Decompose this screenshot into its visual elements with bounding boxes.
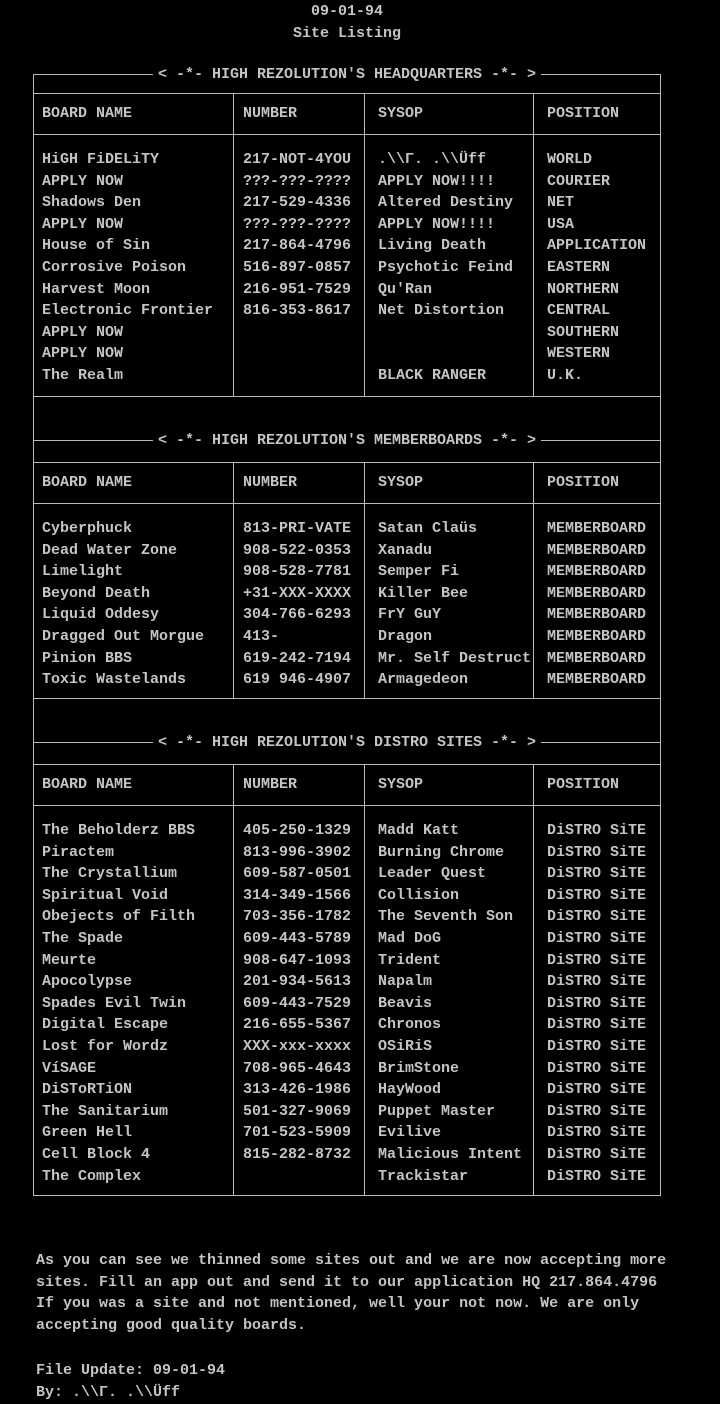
- cell-board-name: The Crystallium: [42, 865, 178, 883]
- cell-number: 701-523-5909: [243, 1124, 352, 1142]
- cell-number: [233, 1166, 364, 1188]
- cell-position: DiSTRO SiTE: [547, 1081, 647, 1099]
- column-header-sysop: SYSOP: [378, 105, 424, 123]
- listing-box: [33, 66, 661, 1196]
- table-row: [34, 214, 660, 236]
- cell-sysop: Mad DoG: [378, 929, 442, 947]
- cell-sysop: HayWood: [378, 1081, 442, 1099]
- table-body-memberboards: [34, 504, 660, 699]
- cell-board-name: The Spade: [42, 929, 124, 947]
- cell-position: COURIER: [547, 172, 611, 190]
- cell-number: 217-NOT-4YOU: [243, 151, 352, 168]
- cell-position: MEMBERBOARD: [547, 627, 647, 645]
- table-row: [34, 1122, 660, 1144]
- table-row: [34, 1058, 660, 1080]
- cell-board-name: Piractem: [42, 843, 115, 861]
- column-header-number: NUMBER: [243, 776, 298, 794]
- cell-sysop: Evilive: [378, 1124, 442, 1142]
- cell-sysop: Xanadu: [378, 541, 433, 559]
- cell-board-name: VíSAGE: [42, 1059, 97, 1077]
- section-title-row-memberboards: [34, 432, 660, 450]
- section-title-row-headquarters: [34, 66, 660, 84]
- column-header-board-name: BOARD NAME: [42, 105, 133, 123]
- cell-board-name: Dead Water Zone: [42, 541, 178, 559]
- column-divider: [364, 135, 365, 396]
- section-title-row-distro-sites: [34, 734, 660, 752]
- cell-board-name: Liquid Oddesy: [42, 606, 160, 624]
- cell-position: MEMBERBOARD: [547, 584, 647, 602]
- cell-board-name: Lost for Wordz: [42, 1037, 169, 1055]
- file-date: 09-01-94: [310, 3, 383, 20]
- table-row: [34, 279, 660, 301]
- cell-position: DiSTRO SiTE: [547, 908, 647, 926]
- table-row: [34, 971, 660, 993]
- cell-board-name: The Sanitarium: [42, 1102, 169, 1120]
- cell-sysop: Armagedeon: [378, 671, 469, 689]
- cell-sysop: Qu'Ran: [378, 280, 433, 298]
- cell-number: 217-864-4796: [243, 237, 352, 255]
- table-row: [34, 235, 660, 257]
- cell-board-name: Obejects of Filth: [42, 908, 196, 926]
- cell-board-name: Harvest Moon: [42, 280, 151, 298]
- table-row: [34, 540, 660, 562]
- cell-board-name: Spiritual Void: [42, 886, 169, 904]
- cell-number: 516-897-0857: [243, 258, 352, 276]
- table-row: [34, 993, 660, 1015]
- cell-number: 813-996-3902: [243, 843, 352, 861]
- cell-board-name: APPLY NOW: [42, 172, 124, 190]
- cell-position: MEMBERBOARD: [547, 541, 647, 559]
- author-line: By: .\\Γ. .\\Üff: [36, 1383, 181, 1401]
- cell-number: XXX-xxx-xxxx: [243, 1037, 352, 1055]
- cell-sysop: Beavis: [378, 994, 433, 1012]
- table-row: [34, 322, 660, 344]
- cell-sysop: Madd Katt: [378, 822, 460, 839]
- table-row: [34, 842, 660, 864]
- cell-number: 405-250-1329: [243, 822, 352, 839]
- cell-board-name: Electronic Frontier: [42, 302, 214, 320]
- cell-position: DiSTRO SiTE: [547, 929, 647, 947]
- cell-sysop: [364, 322, 533, 344]
- cell-position: U.K.: [547, 366, 584, 384]
- cell-board-name: HiGH FiDELiTY: [42, 151, 160, 168]
- column-header-sysop: SYSOP: [378, 474, 424, 492]
- cell-position: MEMBERBOARD: [547, 649, 647, 667]
- cell-position: CENTRAL: [547, 302, 611, 320]
- cell-number: 908-522-0353: [243, 541, 352, 559]
- table-row: [34, 885, 660, 907]
- table-row: [34, 1144, 660, 1166]
- cell-position: NET: [547, 194, 575, 212]
- footer-meta: [36, 1360, 225, 1403]
- cell-sysop: APPLY NOW!!!!: [378, 172, 496, 190]
- cell-number: ???-???-????: [243, 215, 352, 233]
- footer-note-line: accepting good quality boards.: [36, 1316, 307, 1334]
- cell-sysop: OSiRiS: [378, 1037, 433, 1055]
- cell-position: WORLD: [547, 151, 593, 168]
- table-row: [34, 518, 660, 540]
- table-row: [34, 149, 660, 171]
- column-divider: [364, 463, 365, 503]
- table-row: [34, 192, 660, 214]
- table-row: [34, 604, 660, 626]
- column-header-number: NUMBER: [243, 474, 298, 492]
- cell-position: DiSTRO SiTE: [547, 1016, 647, 1034]
- cell-position: DiSTRO SiTE: [547, 1102, 647, 1120]
- cell-position: DiSTRO SiTE: [547, 1145, 647, 1163]
- cell-board-name: Spades Evil Twin: [42, 994, 187, 1012]
- cell-board-name: Corrosive Poison: [42, 258, 187, 276]
- cell-sysop: BLACK RANGER: [378, 366, 487, 384]
- footer-note: [36, 1250, 696, 1336]
- cell-position: DiSTRO SiTE: [547, 951, 647, 969]
- section-title-memberboards: < -*- HIGH REZOLUTION'S MEMBERBOARDS -*- >: [153, 430, 541, 452]
- column-divider: [364, 504, 365, 698]
- file-update-line: File Update: 09-01-94: [36, 1362, 226, 1379]
- table-row: [34, 1036, 660, 1058]
- column-divider: [364, 94, 365, 134]
- footer-note-line: As you can see we thinned some sites out and we are now accepting more: [36, 1252, 667, 1269]
- cell-number: 815-282-8732: [243, 1145, 352, 1163]
- cell-sysop: Collision: [378, 886, 460, 904]
- cell-number: [233, 365, 364, 387]
- column-header-position: POSITION: [547, 776, 620, 794]
- column-divider: [533, 94, 534, 134]
- cell-number: 217-529-4336: [243, 194, 352, 212]
- cell-number: 609-587-0501: [243, 865, 352, 883]
- cell-sysop: [364, 343, 533, 365]
- table-row: [34, 583, 660, 605]
- cell-board-name: DiSToRTiON: [42, 1081, 133, 1099]
- column-header-board-name: BOARD NAME: [42, 474, 133, 492]
- column-divider: [233, 135, 234, 396]
- column-header-row-headquarters: [34, 93, 660, 135]
- table-row: [34, 906, 660, 928]
- cell-number: 619 946-4907: [243, 671, 352, 689]
- cell-number: 609-443-5789: [243, 929, 352, 947]
- cell-sysop: APPLY NOW!!!!: [378, 215, 496, 233]
- table-body-headquarters: [34, 135, 660, 397]
- page-title: Site Listing: [292, 24, 402, 42]
- cell-sysop: Malicious Intent: [378, 1145, 523, 1163]
- cell-position: MEMBERBOARD: [547, 520, 647, 537]
- cell-number: 314-349-1566: [243, 886, 352, 904]
- cell-board-name: Digital Escape: [42, 1016, 169, 1034]
- column-header-position: POSITION: [547, 474, 620, 492]
- cell-sysop: Dragon: [378, 627, 433, 645]
- cell-number: ???-???-????: [243, 172, 352, 190]
- table-row: [34, 928, 660, 950]
- cell-number: 908-647-1093: [243, 951, 352, 969]
- cell-position: DiSTRO SiTE: [547, 973, 647, 991]
- cell-position: DiSTRO SiTE: [547, 994, 647, 1012]
- cell-board-name: APPLY NOW: [42, 323, 124, 341]
- column-header-row-memberboards: [34, 462, 660, 504]
- cell-sysop: Mr. Self Destruct: [378, 649, 532, 667]
- cell-sysop: Psychotic Feind: [378, 258, 514, 276]
- cell-board-name: Dragged Out Morgue: [42, 627, 205, 645]
- cell-position: USA: [547, 215, 575, 233]
- footer-note-line: If you was a site and not mentioned, well your not now. We are only: [36, 1295, 640, 1313]
- cell-board-name: APPLY NOW: [42, 345, 124, 363]
- cell-board-name: Cell Block 4: [42, 1145, 151, 1163]
- cell-sysop: Leader Quest: [378, 865, 487, 883]
- cell-sysop: Puppet Master: [378, 1102, 496, 1120]
- table-row: [34, 257, 660, 279]
- column-divider: [364, 765, 365, 805]
- cell-sysop: BrimStone: [378, 1059, 460, 1077]
- cell-number: [233, 343, 364, 365]
- cell-position: APPLICATION: [547, 237, 647, 255]
- column-divider: [533, 806, 534, 1195]
- cell-sysop: The Seventh Son: [378, 908, 514, 926]
- cell-number: [233, 322, 364, 344]
- cell-board-name: Green Hell: [42, 1124, 133, 1142]
- cell-position: DiSTRO SiTE: [547, 886, 647, 904]
- cell-board-name: The Realm: [42, 366, 124, 384]
- cell-number: 216-655-5367: [243, 1016, 352, 1034]
- cell-number: 201-934-5613: [243, 973, 352, 991]
- table-row: [34, 300, 660, 322]
- table-row: [34, 365, 660, 387]
- cell-number: 313-426-1986: [243, 1081, 352, 1099]
- section-title-headquarters: < -*- HIGH REZOLUTION'S HEADQUARTERS -*- >: [153, 64, 541, 86]
- table-row: [34, 1101, 660, 1123]
- cell-board-name: Meurte: [42, 951, 97, 969]
- column-divider: [233, 504, 234, 698]
- cell-board-name: APPLY NOW: [42, 215, 124, 233]
- cell-position: DiSTRO SiTE: [547, 822, 647, 839]
- cell-number: 908-528-7781: [243, 563, 352, 581]
- cell-number: 813-PRI-VATE: [243, 520, 352, 537]
- cell-board-name: House of Sin: [42, 237, 151, 255]
- cell-number: 304-766-6293: [243, 606, 352, 624]
- cell-sysop: FrY GuY: [378, 606, 442, 624]
- cell-number: +31-XXX-XXXX: [243, 584, 352, 602]
- cell-position: DiSTRO SiTE: [547, 1124, 647, 1142]
- cell-sysop: Living Death: [378, 237, 487, 255]
- cell-board-name: The Complex: [42, 1167, 142, 1185]
- cell-sysop: Trackistar: [378, 1167, 469, 1185]
- section-title-distro-sites: < -*- HIGH REZOLUTION'S DISTRO SITES -*- >: [153, 732, 541, 754]
- column-header-row-distro-sites: [34, 764, 660, 806]
- top-header: [33, 1, 661, 44]
- column-divider: [533, 765, 534, 805]
- column-divider: [364, 806, 365, 1195]
- cell-position: DiSTRO SiTE: [547, 1059, 647, 1077]
- table-row: [34, 1014, 660, 1036]
- cell-position: EASTERN: [547, 258, 611, 276]
- cell-board-name: Shadows Den: [42, 194, 142, 212]
- cell-sysop: Killer Bee: [378, 584, 469, 602]
- table-row: [34, 669, 660, 691]
- cell-number: 703-356-1782: [243, 908, 352, 926]
- cell-position: SOUTHERN: [547, 323, 620, 341]
- column-divider: [233, 806, 234, 1195]
- table-row: [34, 561, 660, 583]
- cell-sysop: Satan Claüs: [378, 520, 478, 537]
- cell-sysop: Chronos: [378, 1016, 442, 1034]
- column-divider: [533, 135, 534, 396]
- cell-sysop: Burning Chrome: [378, 843, 505, 861]
- cell-board-name: Toxic Wastelands: [42, 671, 187, 689]
- cell-sysop: Napalm: [378, 973, 433, 991]
- cell-sysop: Altered Destiny: [378, 194, 514, 212]
- cell-position: NORTHERN: [547, 280, 620, 298]
- cell-sysop: Net Distortion: [378, 302, 505, 320]
- table-row: [34, 863, 660, 885]
- cell-number: 413-: [243, 627, 280, 645]
- cell-position: MEMBERBOARD: [547, 563, 647, 581]
- table-row: [34, 1166, 660, 1188]
- cell-number: 501-327-9069: [243, 1102, 352, 1120]
- cell-board-name: Pinion BBS: [42, 649, 133, 667]
- cell-position: DiSTRO SiTE: [547, 865, 647, 883]
- column-divider: [533, 463, 534, 503]
- cell-number: 619-242-7194: [243, 649, 352, 667]
- footer-note-line: sites. Fill an app out and send it to our application HQ 217.864.4796: [36, 1273, 658, 1291]
- table-body-distro-sites: [34, 806, 660, 1195]
- cell-sysop: Semper Fi: [378, 563, 460, 581]
- column-divider: [233, 463, 234, 503]
- cell-position: DiSTRO SiTE: [547, 843, 647, 861]
- table-row: [34, 171, 660, 193]
- column-header-position: POSITION: [547, 105, 620, 123]
- table-row: [34, 950, 660, 972]
- table-row: [34, 1079, 660, 1101]
- cell-board-name: Beyond Death: [42, 584, 151, 602]
- cell-number: 216-951-7529: [243, 280, 352, 298]
- cell-position: DiSTRO SiTE: [547, 1037, 647, 1055]
- column-header-board-name: BOARD NAME: [42, 776, 133, 794]
- cell-position: WESTERN: [547, 345, 611, 363]
- cell-board-name: The Beholderz BBS: [42, 822, 196, 839]
- column-divider: [233, 94, 234, 134]
- column-header-sysop: SYSOP: [378, 776, 424, 794]
- column-divider: [233, 765, 234, 805]
- cell-number: 816-353-8617: [243, 302, 352, 320]
- column-divider: [533, 504, 534, 698]
- cell-number: 609-443-7529: [243, 994, 352, 1012]
- cell-sysop: .\\Γ. .\\Üff: [378, 151, 487, 168]
- table-row: [34, 820, 660, 842]
- cell-position: DiSTRO SiTE: [547, 1167, 647, 1185]
- table-row: [34, 343, 660, 365]
- table-row: [34, 648, 660, 670]
- cell-board-name: Cyberphuck: [42, 520, 133, 537]
- cell-board-name: Limelight: [42, 563, 124, 581]
- cell-number: 708-965-4643: [243, 1059, 352, 1077]
- table-row: [34, 626, 660, 648]
- column-header-number: NUMBER: [243, 105, 298, 123]
- cell-position: MEMBERBOARD: [547, 606, 647, 624]
- cell-board-name: Apocolypse: [42, 973, 133, 991]
- cell-position: MEMBERBOARD: [547, 671, 647, 689]
- cell-sysop: Trident: [378, 951, 442, 969]
